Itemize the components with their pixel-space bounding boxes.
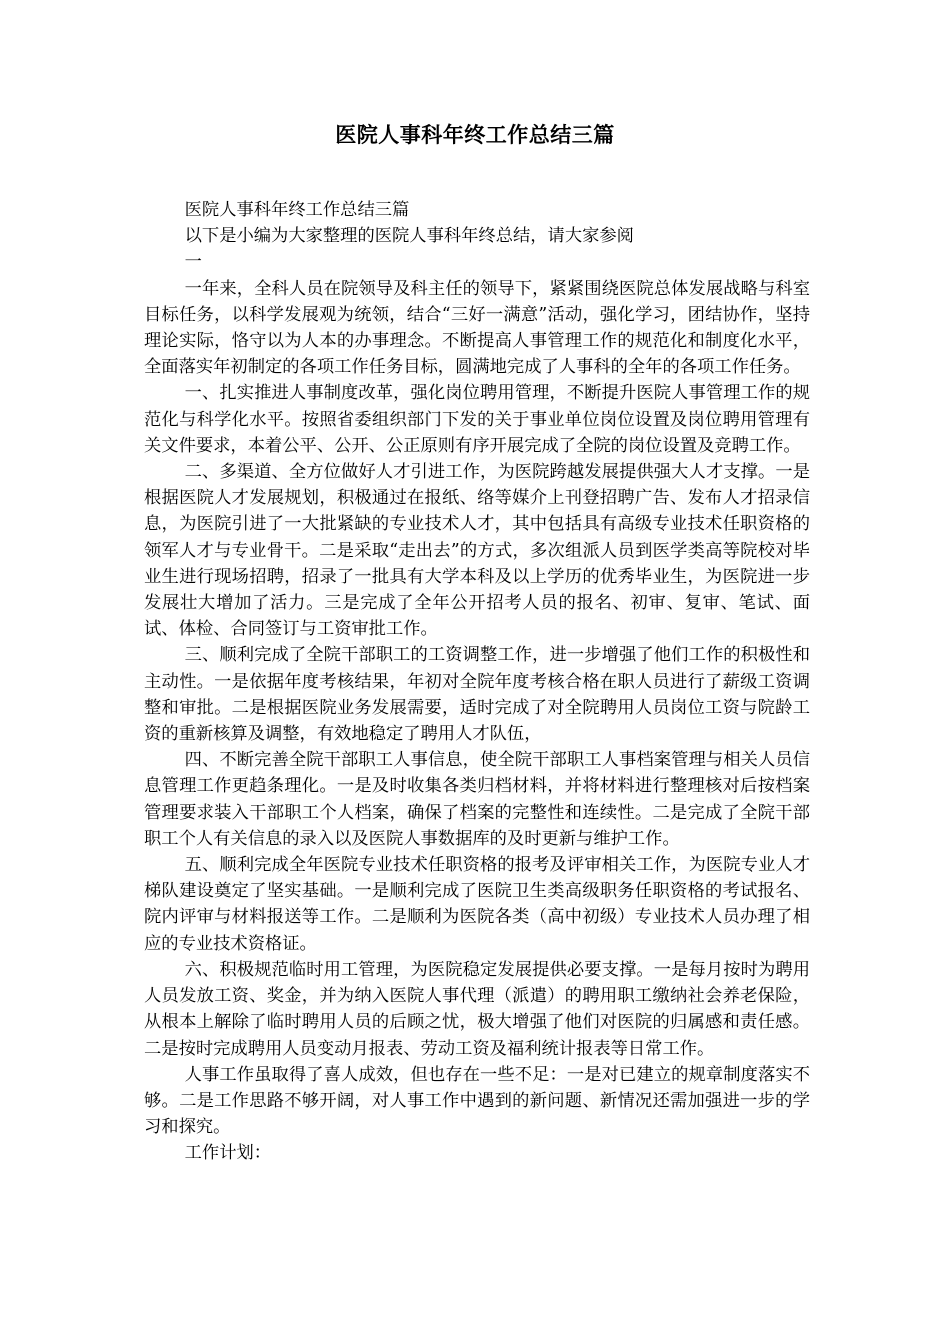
body-paragraph: 一、扎实推进人事制度改革，强化岗位聘用管理，不断提升医院人事管理工作的规范化与科学化水平。按照省委组织部门下发的关于事业单位岗位设置及岗位聘用管理有关文件要求，本着公平、公开、公正原则有序开展完成了全院的岗位设置及竞聘工作。 bbox=[144, 383, 810, 456]
body-paragraph: 一年来，全科人员在院领导及科主任的领导下，紧紧围绕医院总体发展战略与科室目标任务，以科学发展观为统领，结合“三好一满意”活动，强化学习，团结协作，坚持理论实际，恪守以为人本的办事理念。不断提高人事管理工作的规范化和制度化水平，全面落实年初制定的各项工作任务目标，圆满地完成了人事科的全年的各项工作任务。 bbox=[144, 278, 810, 378]
subtitle-paragraph: 医院人事科年终工作总结三篇 bbox=[184, 200, 410, 220]
section-number: 一 bbox=[184, 252, 202, 273]
body-paragraph: 四、不断完善全院干部职工人事信息，使全院干部职工人事档案管理与相关人员信息管理工作更趋条理化。一是及时收集各类归档材料，并将材料进行整理核对后按档案管理要求装入干部职工个人档案，确保了档案的完整性和连续性。二是完成了全院干部职工个人有关信息的录入以及医院人事数据库的及时更新与维护工作。 bbox=[144, 750, 810, 849]
body-paragraph: 人事工作虽取得了喜人成效，但也存在一些不足：一是对已建立的规章制度落实不够。二是工作思路不够开阔，对人事工作中遇到的新问题、新情况还需加强进一步的学习和探究。 bbox=[144, 1064, 810, 1138]
document-title: 医院人事科年终工作总结三篇 bbox=[335, 122, 615, 147]
document-body bbox=[144, 197, 810, 1167]
body-paragraph: 六、积极规范临时用工管理，为医院稳定发展提供必要支撑。一是每月按时为聘用人员发放工资、奖金，并为纳入医院人事代理（派遣）的聘用职工缴纳社会养老保险，从根本上解除了临时聘用人员的后顾之忧，极大增强了他们对医院的归属感和责任感。二是按时完成聘用人员变动月报表、劳动工资及福利统计报表等日常工作。 bbox=[144, 959, 810, 1059]
body-paragraph: 二、多渠道、全方位做好人才引进工作，为医院跨越发展提供强大人才支撑。一是根据医院人才发展规划，积极通过在报纸、络等媒介上刊登招聘广告、发布人才招录信息，为医院引进了一大批紧缺的专业技术人才，其中包括具有高级专业技术任职资格的领军人才与专业骨干。二是采取“走出去”的方式，多次组派人员到医学类高等院校对毕业生进行现场招聘，招录了一批具有大学本科及以上学历的优秀毕业生，为医院进一步发展壮大增加了活力。三是完成了全年公开招考人员的报名、初审、复审、笔试、面试、体检、合同签订与工资审批工作。 bbox=[144, 462, 810, 640]
body-paragraph: 五、顺利完成全年医院专业技术任职资格的报考及评审相关工作，为医院专业人才梯队建设奠定了坚实基础。一是顺利完成了医院卫生类高级职务任职资格的考试报名、院内评审与材料报送等工作。二是顺利为医院各类（高中初级）专业技术人员办理了相应的专业技术资格证。 bbox=[144, 855, 810, 954]
work-plan-heading: 工作计划： bbox=[184, 1143, 272, 1164]
intro-paragraph: 以下是小编为大家整理的医院人事科年终总结，请大家参阅 bbox=[184, 226, 634, 247]
body-paragraph: 三、顺利完成了全院干部职工的工资调整工作，进一步增强了他们工作的积极性和主动性。一是依据年度考核结果，年初对全院年度考核合格在职人员进行了薪级工资调整和审批。二是根据医院业务发展需要，适时完成了对全院聘用人员岗位工资与院龄工资的重新核算及调整，有效地稳定了聘用人才队伍， bbox=[144, 645, 810, 745]
